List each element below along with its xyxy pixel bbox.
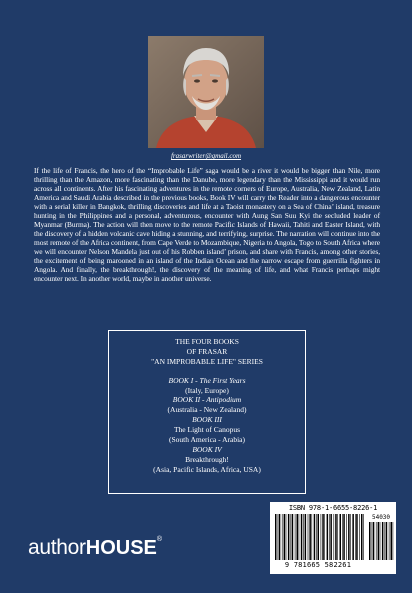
author-portrait-image [148,36,264,148]
book-description: If the life of Francis, the hero of the “Improbable Life” saga would be a river it would be bigger than Nile, more thrilling than the Amazon, more fascinating than the Danube, more legendary than the Mississippi and it would run across all continents. After his fascinating adventures in the remote corners of Europe, Australia, New Zealand, Latin America and Saudi Arabia described in the previous books, Book IV will carry the Reader into a dangerous encounter with a serial killer in Bangkok, thrilling discoveries and life at a Taoist monastery on a Sea of China’ island, treasure hunting in the Philippines and a personal, adventurous, encounter with Aung San Suu Kyi the secluded leader of Myanmar (Burma). The action will then move to the remote Pacific Islands of Hawaii, Tahiti and Easter Island, with the discovery of a hidden volcanic cave hiding a stunning, and terrifying, surprise. The narration will continue into the most remote of the Africa continent, from Cape Verde to Mozambique, Nigeria to Angola, Togo to South Africa where we will encounter Nelson Mandela just out of his Robben island’ prison, and share with Francis, among other stories, the excitement of being marooned in an island of the Indian Ocean and the narrow escape from guerrilla fighters in Angola. And finally, the breakthrough!, the discovery of the meaning of life, and what Francis perhaps might encounter next. In another world, maybe in another universe. [34,166,380,284]
book-2-region: (Australia - New Zealand) [167,405,247,415]
series-heading-line-2: OF FRASAR [186,346,228,356]
book-1-number: BOOK I [168,375,194,385]
book-1-title: - The First Years [193,375,246,385]
book-4-region: (Asia, Pacific Islands, Africa, USA) [153,464,261,474]
book-3-entry [109,415,305,425]
publisher-logo [28,536,162,560]
isbn-label: ISBN 978-1-6655-8226-1 [288,504,378,512]
author-photo [148,36,264,148]
book-2-number: BOOK II [172,395,201,405]
series-heading-line-1: THE FOUR BOOKS [175,337,239,346]
book-3-region: (South America - Arabia) [168,435,246,445]
book-1-region: (Italy, Europe) [185,385,229,395]
barcode-addon-bars [368,514,394,560]
barcode-digits: 9 781665 582261 [284,561,352,569]
barcode-bars [274,514,366,560]
series-box [108,330,306,494]
book-2-title: - Antipodium [200,395,242,405]
book-3-title: The Light of Canopus [173,425,241,435]
book-4-number: BOOK IV [192,444,222,454]
publisher-logo-author: author [28,536,86,559]
registered-mark: ® [156,536,162,543]
book-4-entry [109,445,305,455]
publisher-logo-house: HOUSE [85,537,157,559]
isbn-barcode [270,502,396,574]
series-heading-line-3: "AN IMPROBABLE LIFE" SERIES [151,356,263,366]
book-1-entry [109,376,305,386]
barcode-addon-number: 54030 [371,514,391,521]
book-4-title: Breakthrough! [185,454,229,464]
book-2-entry [109,395,305,405]
author-email[interactable]: frasarwriter@gmail.com [170,152,242,160]
book-3-number: BOOK III [192,415,222,425]
